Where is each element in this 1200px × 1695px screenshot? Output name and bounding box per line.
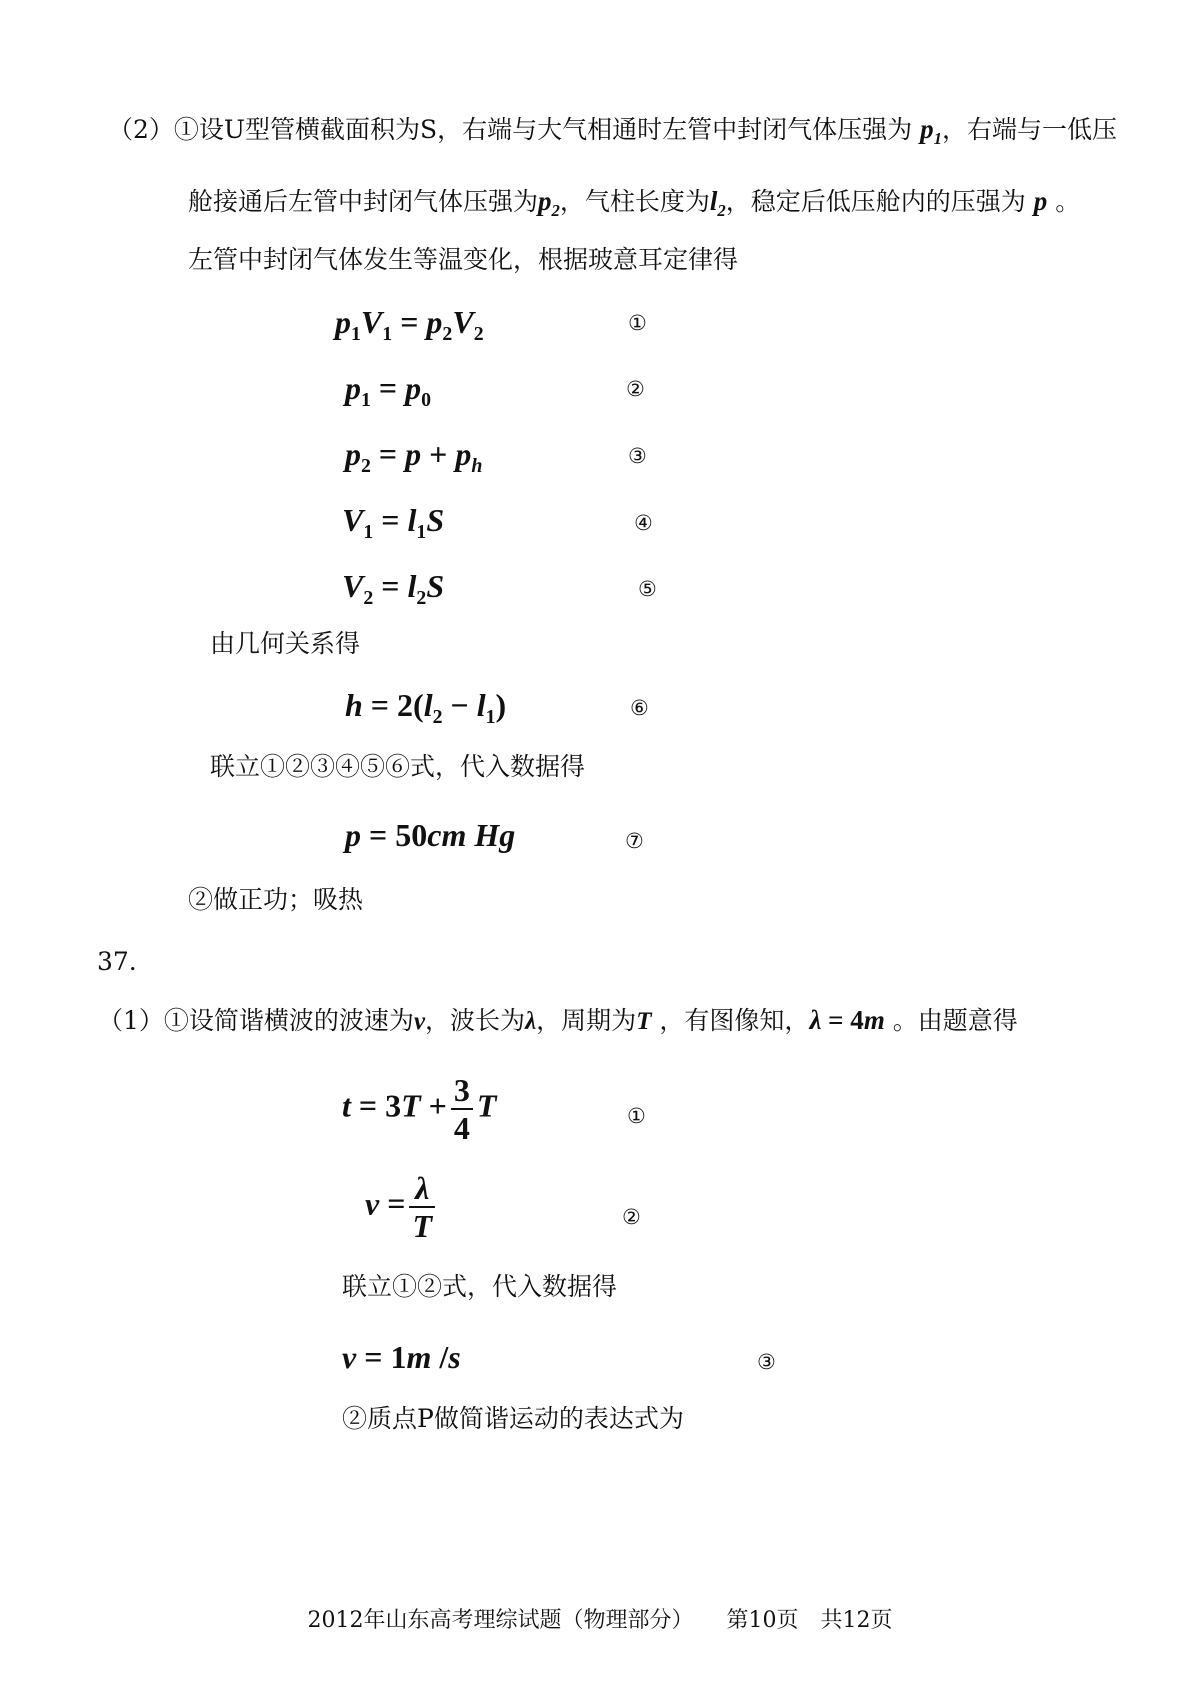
part-2-answer: 做正功；吸热	[213, 885, 364, 914]
q37-text-c: ，周期为	[536, 1006, 637, 1035]
equation-37-1: t = 3T + $\frac{3}{4}$ T	[342, 1072, 497, 1146]
part-2-text-b: ，右端与一低压	[941, 115, 1117, 144]
circled-mark: ①	[173, 115, 199, 144]
equation-3: $p_2 = p + p_h$	[345, 436, 483, 477]
q37-text-e: 。由题意得	[892, 1006, 1018, 1035]
combine-line-2	[210, 750, 585, 784]
var-v: v	[413, 1008, 426, 1035]
equation-37-2: v = $\frac{\lambda}{T}$	[365, 1170, 439, 1244]
combine-text-a: 联立	[210, 752, 261, 781]
var-p: p	[1033, 186, 1048, 216]
part-2-text-g: 左管中封闭气体发生等温变化，根据玻意耳定律得	[188, 245, 739, 274]
equation-7: p = 50cm Hg	[345, 817, 516, 853]
var-p2: $p_2$	[538, 186, 560, 220]
circled-mark: ①	[163, 1006, 189, 1035]
part-2-line-1	[108, 112, 1117, 147]
geometry-line	[210, 627, 360, 661]
question-37-number: 37.	[97, 947, 137, 976]
equation-4: $V_1 = l_1S$	[342, 502, 445, 543]
combine-37-text-b: 式，代入数据得	[442, 1272, 618, 1301]
combine-37-marks: ①②	[392, 1272, 443, 1301]
q37-text-d: ，有图像知，	[659, 1006, 810, 1035]
fraction-3-4: $\frac{3}{4}$	[451, 1072, 473, 1146]
equation-6: $h = 2(l_2 - l_1)$	[345, 687, 507, 728]
eq-number-1: ①	[628, 311, 647, 335]
part-2-text-a: 设U型管横截面积为S，右端与大气相通时左管中封闭气体压强为	[198, 115, 913, 144]
part-2-line-3	[188, 243, 738, 277]
combine-37-text-a: 联立	[342, 1272, 393, 1301]
equation-1: $p_1V_1 = p_2V_2$	[335, 304, 484, 345]
part-2-answer-line	[188, 883, 363, 917]
var-T: T	[636, 1008, 652, 1035]
eq-number-7: ⑦	[625, 829, 644, 853]
eq-37-number-1: ①	[627, 1104, 646, 1128]
fraction-lambda-T: $\frac{\lambda}{T}$	[409, 1170, 435, 1244]
circled-mark: ②	[342, 1404, 368, 1433]
eq-number-4: ④	[634, 511, 653, 535]
part-2-line-2	[188, 184, 1080, 219]
var-lambda: λ	[525, 1008, 537, 1035]
combine-text-b: 式，代入数据得	[410, 752, 586, 781]
eq-number-6: ⑥	[630, 696, 649, 720]
q37-last-text: 质点P做简谐运动的表达式为	[367, 1404, 684, 1433]
part-2-text-e: ，稳定后低压舱内的压强为	[725, 187, 1026, 216]
q37-last-line	[342, 1402, 684, 1436]
part-2-number: （2）	[108, 115, 174, 144]
part-2-text-f: 。	[1055, 187, 1081, 216]
q37-text-a: 设简谐横波的波速为	[188, 1006, 414, 1035]
q37-part-number: （1）	[98, 1006, 164, 1035]
circled-mark: ②	[188, 885, 214, 914]
q37-line-1	[98, 1003, 1018, 1039]
var-l2: $l_2$	[709, 186, 726, 220]
part-2-text-d: ，气柱长度为	[559, 187, 710, 216]
combine-marks: ①②③④⑤⑥	[260, 752, 411, 781]
eq-number-3: ③	[628, 444, 647, 468]
geometry-text: 由几何关系得	[210, 629, 361, 658]
eq-37-number-2: ②	[622, 1205, 641, 1229]
combine-line-37	[342, 1270, 617, 1304]
lambda-value: λ = 4m	[809, 1005, 885, 1035]
equation-5: $V_2 = l_2S$	[342, 568, 445, 609]
eq-number-2: ②	[626, 377, 645, 401]
page-footer: 2012年山东高考理综试题（物理部分） 第10页 共12页	[307, 1608, 893, 1633]
eq-number-5: ⑤	[638, 577, 657, 601]
equation-37-3: v = 1m /s	[342, 1339, 461, 1375]
eq-37-number-3: ③	[757, 1350, 776, 1374]
part-2-text-c: 舱接通后左管中封闭气体压强为	[188, 187, 539, 216]
equation-2: $p_1 = p_0$	[345, 370, 432, 411]
q37-text-b: ，波长为	[425, 1006, 526, 1035]
var-p1: $p_1$	[920, 114, 942, 148]
